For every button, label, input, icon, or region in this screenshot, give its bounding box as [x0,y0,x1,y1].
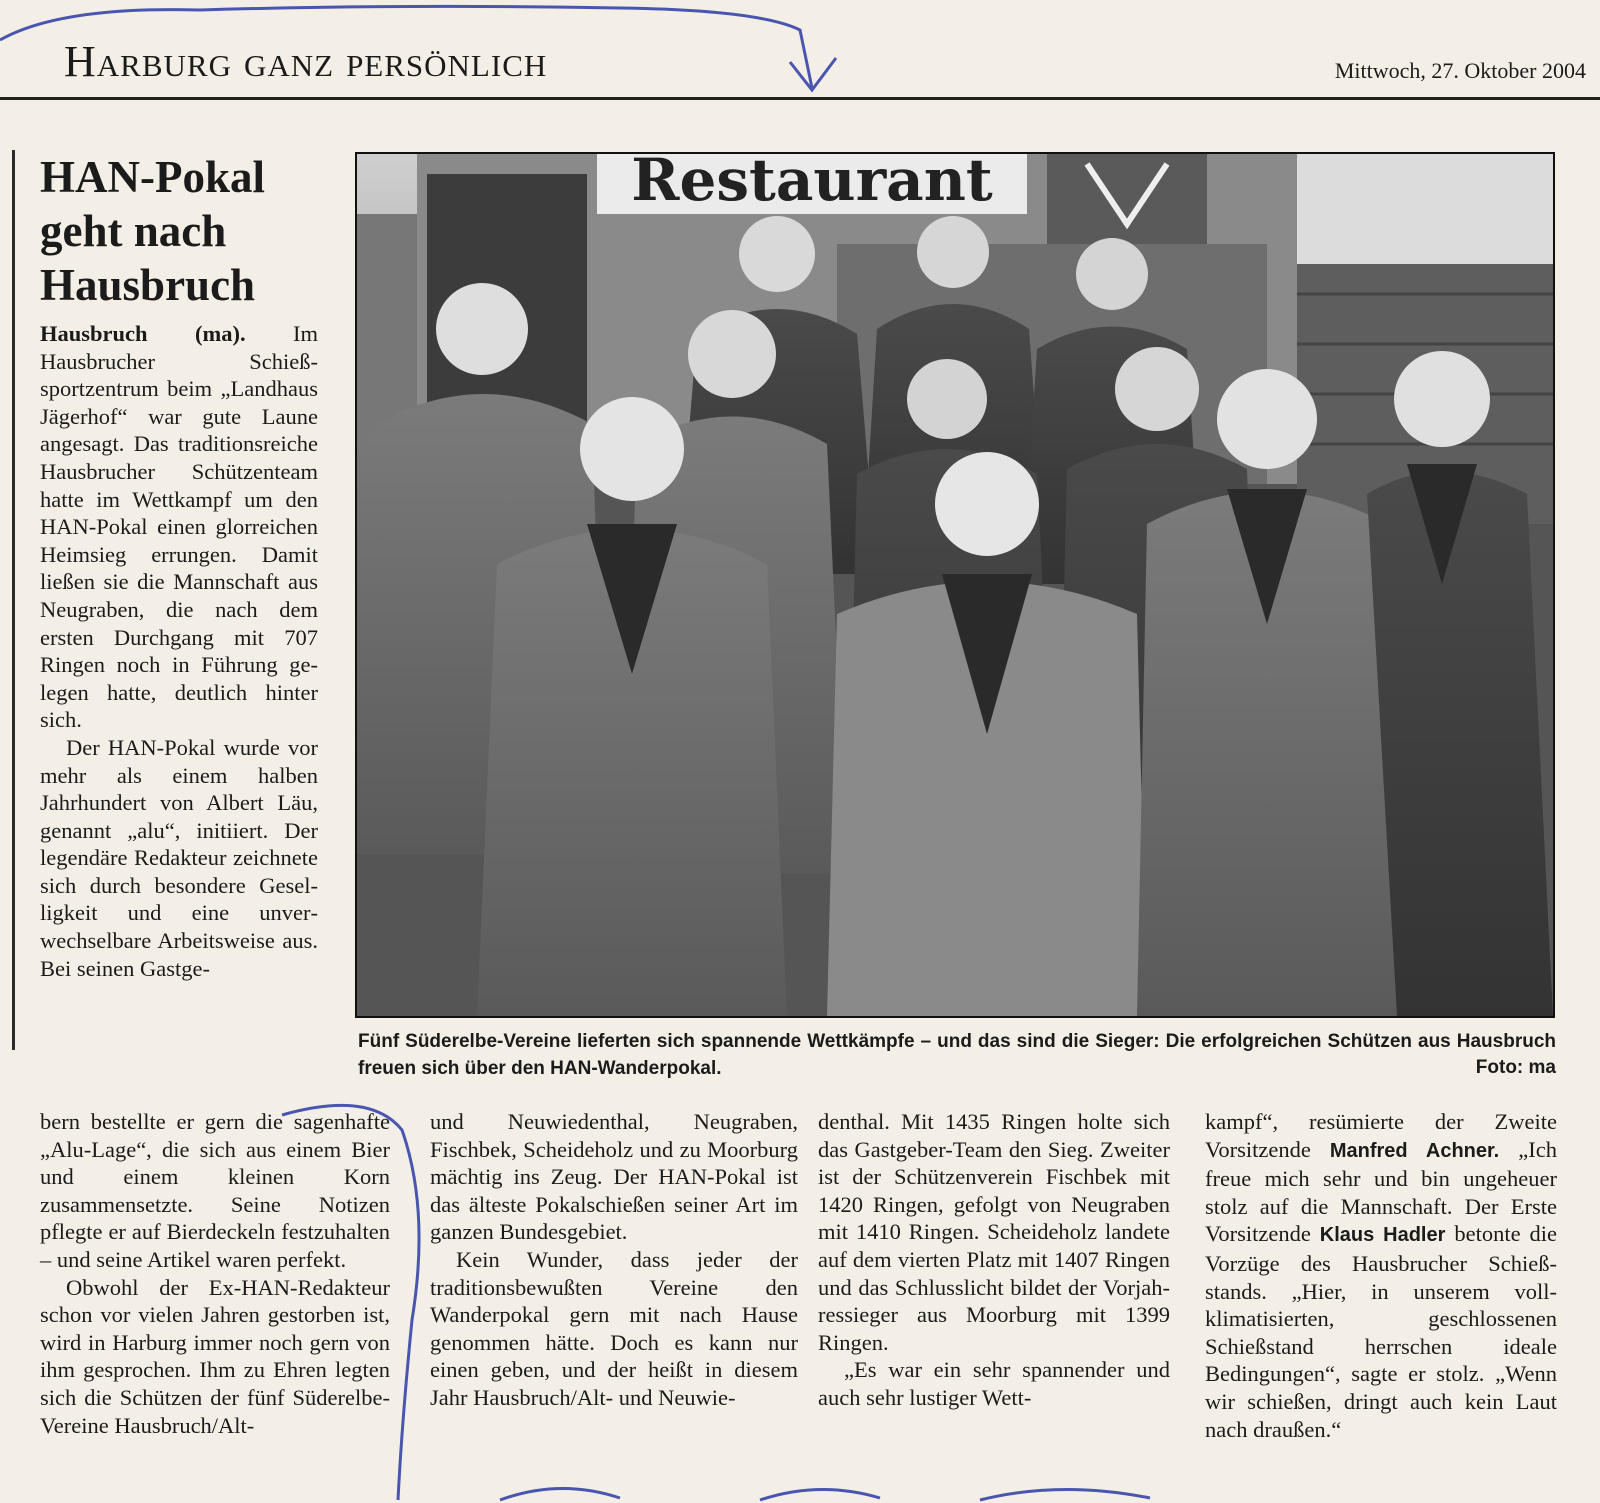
section-title: Harburg ganz persönlich [64,37,548,86]
headline-line-3: Hausbruch [40,260,256,310]
article-column-2 [430,1108,798,1412]
masthead-rule [0,97,1600,100]
paragraph-9 [1205,1108,1557,1443]
name-klaus-hadler: Klaus Hadler [1319,1224,1446,1247]
article-column-1 [40,320,318,982]
dateline: Hausbruch (ma). [40,321,246,346]
paragraph-1-text: Im Hausbrucher Schießsportzentrum beim „Landhaus Jägerhof“ war gute Laune angesagt. Das traditionsreiche Hausbrucher Schützenteam hatte im Wettkampf um den HAN-Pokal einen glorreichen Heimsieg errungen. Damit ließen sie die Mannschaft aus Neugraben, die nach dem ersten Durchgang mit 707 Ringen noch in Führung gelegen hatte, deutlich hinter sich. [40,321,319,733]
paragraph-9-text-a: kampf“, resümierte der Zweite Vorsitzende [1205,1109,1557,1162]
issue-date: Mittwoch, 27. Oktober 2004 [1334,58,1586,83]
paragraph-6: Kein Wunder, dass jeder der traditionsbewußten Vereine den Wanderpokal gern mit nach Hause genommen hätte. Doch es kann nur einen geben, und der heißt in diesem Jahr Hausbruch/Alt- und Neuwie- [430,1246,798,1410]
photo-caption: Fünf Süderelbe-Vereine lieferten sich spannende Wettkämpfe – und das sind die Sieger: Die erfolgreichen Schützen aus Hausbruch freuen sich über den HAN-Wanderpokal. [358,1031,1556,1079]
restaurant-sign: Restaurant [631,154,993,214]
article-column-4 [1205,1108,1557,1443]
masthead [0,0,1600,100]
paragraph-7: denthal. Mit 1435 Ringen holte sich das Gastgeber-Team den Sieg. Zweiter ist der Schützenverein Fischbek mit 1420 Ringen, gefolgt von Neugraben mit 1410 Ringen. Scheideholz landete auf dem vierten Platz mit 1407 Ringen und das Schlusslicht bildet der Vorjahressieger aus Moorburg mit 1399 Ringen. [818,1109,1170,1355]
paragraph-3: bern bestellte er gern die sagenhafte „Alu-Lage“, die sich aus einem Bier und einem kleinen Korn zusammensetzte. Seine Notizen pflegte er auf Bierdeckeln festzuhalten – und seine Artikel waren perfekt. [40,1109,390,1272]
photo-credit: Foto: ma [1475,1057,1556,1078]
paragraph-4: Obwohl der Ex-HAN-Redakteur schon vor vielen Jahren gestorben ist, wird in Harburg immer noch gern von ihm gesprochen. Ihm zu Ehren legten sich die Schützen der fünf Süderelbe-Vereine Hausbruch/Alt- [40,1274,390,1438]
headline-line-1: HAN-Pokal [40,152,265,202]
paragraph-9-text-c: betonte die Vorzüge des Hausbrucher Schießstands. „Hier, in unserem vollklimatisierten, geschlossenen Schießstand herrschen ideale Bedingungen“, sagte er stolz. „Wenn wir schießen, dringt auch kein Laut nach draußen.“ [1205,1221,1558,1442]
paragraph-9-text-b: „Ich freue mich sehr und bin ungeheuer stolz auf die Mannschaft. Der Erste Vorsitzende [1205,1136,1557,1247]
column-rule [12,150,15,1050]
pen-underline [500,1488,1150,1500]
paragraph-8: „Es war ein sehr spannender und auch sehr lustiger Wett- [818,1357,1170,1410]
article-column-3 [818,1108,1170,1412]
headline [40,150,340,312]
paragraph-1 [40,320,318,734]
photo-illustration [357,154,1553,1016]
group-photo [355,152,1555,1018]
headline-line-2: geht nach [40,206,227,256]
paragraph-5: und Neuwiedenthal, Neugraben, Fischbek, Scheideholz und zu Moorburg mächtig ins Zeug. Der HAN-Pokal ist das älteste Pokalschießen seiner Art im ganzen Bundesgebiet. [430,1109,798,1245]
article-column-1-continued [40,1108,390,1439]
name-manfred-achner: Manfred Achner. [1329,1139,1500,1162]
paragraph-2: Der HAN-Pokal wurde vor mehr als einem halben Jahrhundert von Albert Läu, genannt „alu“, initiiert. Der legendäre Redakteur zeichnete sich durch besondere Geselligkeit und eine unverwechselbare Arbeitsweise aus. Bei seinen Gastge- [40,734,318,981]
